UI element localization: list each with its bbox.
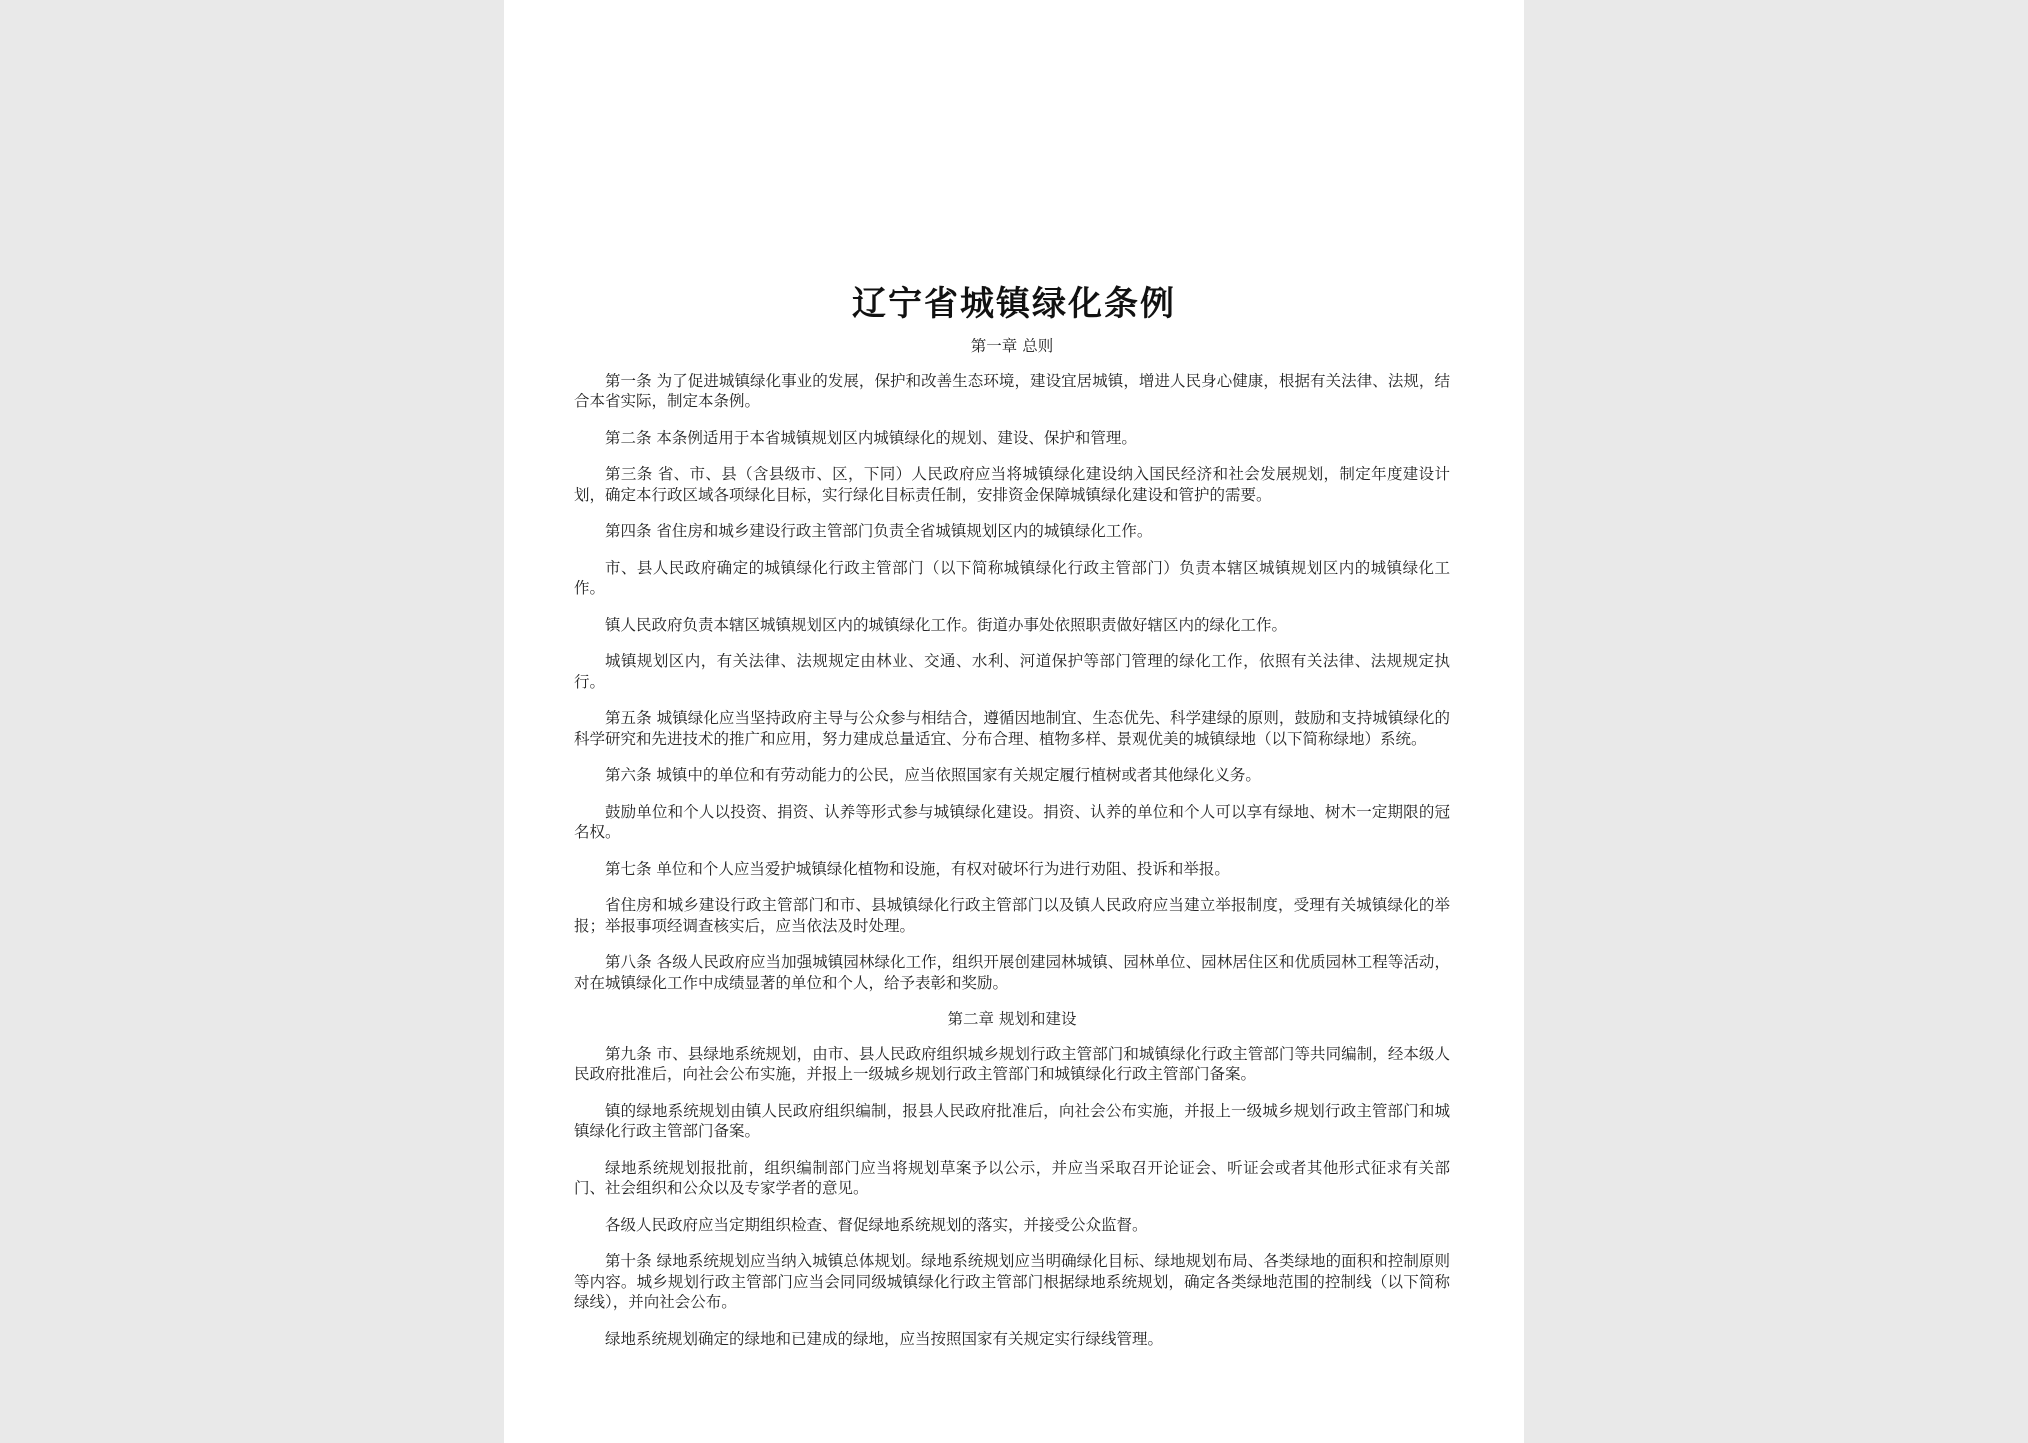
chapter-heading-2: 第二章 规划和建设	[947, 1010, 1077, 1028]
chapter-heading-1: 第一章 总则	[970, 337, 1054, 355]
article-paragraph: 第五条 城镇绿化应当坚持政府主导与公众参与相结合，遵循因地制宜、生态优先、科学建绿的原则，鼓励和支持城镇绿化的科学研究和先进技术的推广和应用，努力建成总量适宜、分布合理、植物多样、景观优美的城镇绿地（以下简称绿地）系统。	[574, 709, 1450, 748]
article-paragraph: 第一条 为了促进城镇绿化事业的发展，保护和改善生态环境，建设宜居城镇，增进人民身心健康，根据有关法律、法规，结合本省实际，制定本条例。	[574, 371, 1450, 410]
document-page	[504, 0, 1524, 1443]
article-paragraph: 第九条 市、县绿地系统规划，由市、县人民政府组织城乡规划行政主管部门和城镇绿化行政主管部门等共同编制，经本级人民政府批准后，向社会公布实施，并报上一级城乡规划行政主管部门和城镇绿化行政主管部门备案。	[574, 1044, 1450, 1083]
article-paragraph: 镇的绿地系统规划由镇人民政府组织编制，报县人民政府批准后，向社会公布实施，并报上一级城乡规划行政主管部门和城镇绿化行政主管部门备案。	[574, 1101, 1450, 1140]
article-paragraph: 第六条 城镇中的单位和有劳动能力的公民，应当依照国家有关规定履行植树或者其他绿化义务。	[605, 766, 1261, 784]
article-paragraph: 城镇规划区内，有关法律、法规规定由林业、交通、水利、河道保护等部门管理的绿化工作，依照有关法律、法规规定执行。	[574, 652, 1450, 691]
article-paragraph: 市、县人民政府确定的城镇绿化行政主管部门（以下简称城镇绿化行政主管部门）负责本辖区城镇规划区内的城镇绿化工作。	[574, 558, 1450, 597]
article-paragraph: 第四条 省住房和城乡建设行政主管部门负责全省城镇规划区内的城镇绿化工作。	[605, 522, 1153, 540]
document-body	[574, 336, 1450, 1365]
article-paragraph: 镇人民政府负责本辖区城镇规划区内的城镇绿化工作。街道办事处依照职责做好辖区内的绿化工作。	[605, 615, 1288, 634]
article-paragraph: 第三条 省、市、县（含县级市、区，下同）人民政府应当将城镇绿化建设纳入国民经济和社会发展规划，制定年度建设计划，确定本行政区域各项绿化目标，实行绿化目标责任制，安排资金保障城镇绿化建设和管护的需要。	[574, 465, 1450, 504]
article-paragraph: 绿地系统规划确定的绿地和已建成的绿地，应当按照国家有关规定实行绿线管理。	[605, 1329, 1164, 1348]
article-paragraph: 第七条 单位和个人应当爱护城镇绿化植物和设施，有权对破坏行为进行劝阻、投诉和举报。	[605, 859, 1230, 878]
article-paragraph: 省住房和城乡建设行政主管部门和市、县城镇绿化行政主管部门以及镇人民政府应当建立举报制度，受理有关城镇绿化的举报；举报事项经调查核实后，应当依法及时处理。	[574, 896, 1450, 935]
article-paragraph: 鼓励单位和个人以投资、捐资、认养等形式参与城镇绿化建设。捐资、认养的单位和个人可以享有绿地、树木一定期限的冠名权。	[574, 802, 1450, 841]
article-paragraph: 各级人民政府应当定期组织检查、督促绿地系统规划的落实，并接受公众监督。	[605, 1215, 1148, 1234]
article-paragraph: 绿地系统规划报批前，组织编制部门应当将规划草案予以公示，并应当采取召开论证会、听证会或者其他形式征求有关部门、社会组织和公众以及专家学者的意见。	[574, 1158, 1450, 1197]
article-paragraph: 第八条 各级人民政府应当加强城镇园林绿化工作，组织开展创建园林城镇、园林单位、园林居住区和优质园林工程等活动，对在城镇绿化工作中成绩显著的单位和个人，给予表彰和奖励。	[574, 953, 1450, 992]
article-paragraph: 第十条 绿地系统规划应当纳入城镇总体规划。绿地系统规划应当明确绿化目标、绿地规划布局、各类绿地的面积和控制原则等内容。城乡规划行政主管部门应当会同同级城镇绿化行政主管部门根据绿地系统规划，确定各类绿地范围的控制线（以下简称绿线），并向社会公布。	[574, 1252, 1450, 1311]
article-paragraph: 第二条 本条例适用于本省城镇规划区内城镇绿化的规划、建设、保护和管理。	[605, 428, 1137, 447]
document-title: 辽宁省城镇绿化条例	[852, 284, 1176, 324]
